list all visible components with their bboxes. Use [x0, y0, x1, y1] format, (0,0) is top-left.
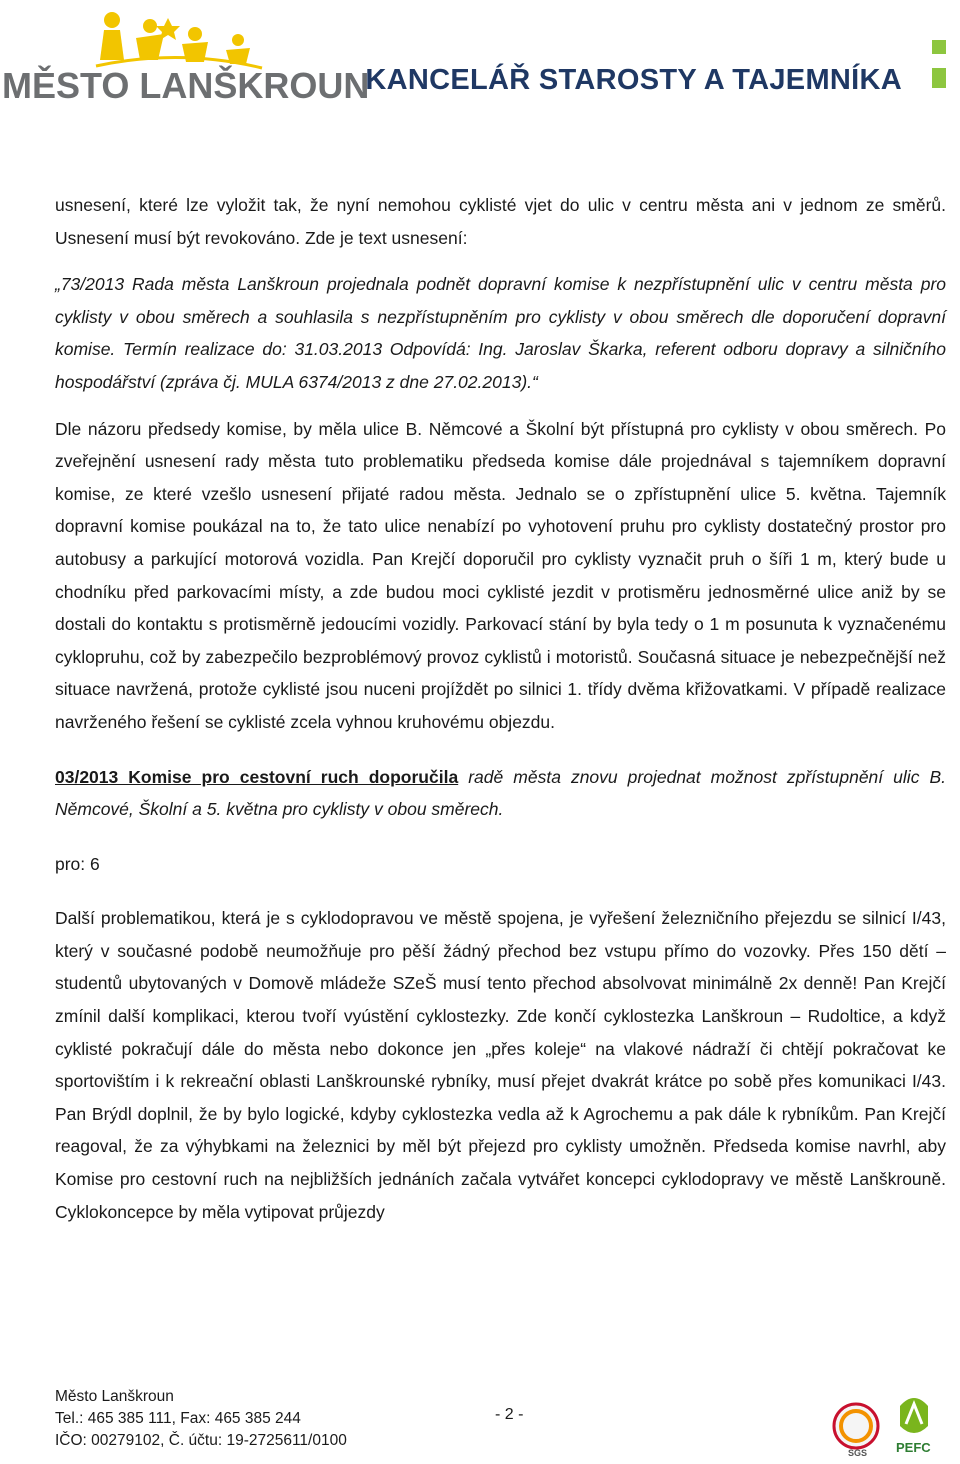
page-number: - 2 - [495, 1406, 524, 1423]
logo-text: MĚSTO LANŠKROUN [2, 65, 370, 106]
page-header [0, 0, 960, 120]
resolution-text: radě města znovu projednat možnost zpřístupnění ulic B. Němcové, Školní a 5. května pro cyklisty v obou směrech. [55, 766, 947, 820]
sgs-cert-icon [834, 1404, 878, 1458]
footer-org: Město Lanškroun [55, 1388, 174, 1405]
pefc-cert-icon [896, 1398, 931, 1455]
footer-contact [55, 1386, 347, 1452]
certification-logos [830, 1386, 946, 1464]
vote-result: pro: 6 [55, 853, 100, 874]
page-footer [55, 1386, 946, 1464]
resolution-quote: „73/2013 Rada města Lanškroun projednala podnět dopravní komise k nezpřístupnění ulic v centru města pro cyklisty v obou směrech a souhlasila s nezpřístupněním pro cyklisty v obou směrech dle doporučení dopravní komise. Termín realizace do: 31.03.2013 Odpovídá: Ing. Jaroslav Škarka, referent odboru dopravy a silničního hospodářství (zpráva čj. MULA 6374/2013 z dne 27.02.2013).“ [55, 274, 946, 392]
footer-phone: Tel.: 465 385 111, Fax: 465 385 244 [55, 1410, 301, 1427]
corner-accent [932, 40, 946, 88]
paragraph-opinion: Dle názoru předsedy komise, by měla ulice B. Němcové a Školní být přístupná pro cyklisty v obou směrech. Po zveřejnění usnesení rady města tuto problematiku předseda komise dále projednával s tajemníkem dopravní komise, ze které vzešlo usnesení přijaté radou města. Jednalo se o zpřístupnění ulice 5. května. Tajemník dopravní komise poukázal na to, že tato ulice nenabízí po vyhotovení pruhu pro cyklisty dostatečný prostor pro autobusy a parkující motorová vozidla. Pan Krejčí doporučil pro cyklisty vyznačit pruh o šíři 1 m, který bude u chodníku před parkovacími místy, a zde budou moci cyklisté jezdit v protisměru jednosměrné ulice aniž by se dostali do kontaktu s protisměrně jedoucími vozidly. Parkovací stání by byla tedy o 1 m posunuta k vyznačenému cyklopruhu, což by zabezpečilo bezproblémový provoz cyklistů i motoristů. Současná situace je nebezpečnější než situace navržená, protože cyklisté jsou nuceni projíždět po silnici 1. třídy dvěma křižovatkami. V případě realizace navrženého řešení se cyklisté zcela vyhnou kruhovému objezdu. [55, 418, 946, 732]
document-body [55, 189, 946, 1228]
office-title: KANCELÁŘ STAROSTY A TAJEMNÍKA [365, 64, 902, 96]
paragraph-railway: Další problematikou, která je s cyklodopravou ve městě spojena, je vyřešení železničního přejezdu se silnicí I/43, který v současné podobě neumožňuje pro pěší žádný přechod bez vstupu přímo do vozovky. Přes 150 dětí – studentů ubytovaných v Domově mládeže SZeŠ musí tento přechod absolvovat minimálně 2x denně! Pan Krejčí zmínil další komplikaci, kterou tvoří vyústění cyklostezky. Zde končí cyklostezka Lanškroun – Rudoltice, a když cyklisté pokračují dále do města nebo dokonce jen „přes koleje“ na vlakové nádraží či chtějí pokračovat ke sportovištím i k rekreační oblasti Lanškrounské rybníky, musí přejet dvakrát krátce po sobě přes komunikaci I/43. Pan Brýdl doplnil, že by bylo logické, kdyby cyklostezka vedla až k Agrochemu a pak dále k rybníkům. Pan Krejčí reagoval, že za výhybkami na železnici by měl být přejezd pro cyklisty umožněn. Předseda komise navrhl, aby Komise pro cestovní ruch na nejbližších jednáních začala vytvářet koncepci cyklodopravy ve městě Lanškrouně. Cyklokoncepce by měla vytipovat průjezdy [55, 908, 946, 1222]
pefc-label: PEFC [896, 1440, 931, 1455]
paragraph-intro: usnesení, které lze vyložit tak, že nyní nemohou cyklisté vjet do ulic v centru města ani v jednom ze směrů. Usnesení musí být revokováno. Zde je text usnesení: [55, 195, 946, 248]
resolution-paragraph [55, 761, 946, 826]
footer-ids: IČO: 00279102, Č. účtu: 19-2725611/0100 [55, 1432, 347, 1449]
city-logo [0, 8, 370, 108]
sgs-label: SGS [848, 1448, 868, 1458]
resolution-number: 03/2013 Komise pro cestovní ruch doporučila [55, 766, 459, 787]
